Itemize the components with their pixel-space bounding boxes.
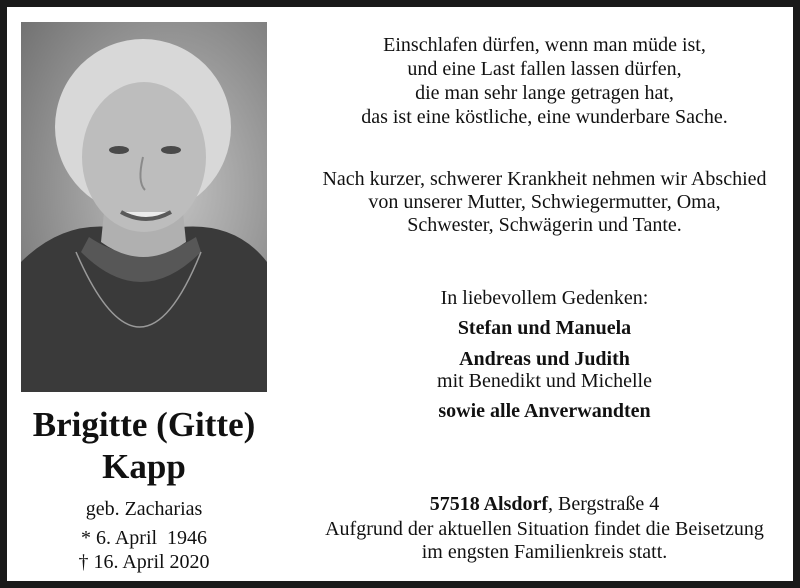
mourners-children: mit Benedikt und Michelle [437,370,652,392]
deceased-name-last: Kapp [102,447,186,486]
mourner-name: Stefan und Manuela [457,317,632,339]
poem-line: das ist eine köstliche, eine wunderbare Sache. [361,106,728,128]
poem-line: die man sehr lange getragen hat, [415,82,674,104]
address-street: , Bergstraße 4 [548,493,660,515]
birth-date: * 6. April 1946 [80,527,208,549]
death-date: † 16. April 2020 [78,551,210,573]
funeral-note-line: im engsten Familienkreis statt. [421,541,668,563]
poem-line: und eine Last fallen lassen dürfen, [407,58,682,80]
mourners-intro: In liebevollem Gedenken: [440,287,649,309]
maiden-name: geb. Zacharias [85,498,203,520]
deceased-name-first: Brigitte (Gitte) [32,405,256,444]
announcement-line: Schwester, Schwägerin und Tante. [407,214,682,236]
poem-line: Einschlafen dürfen, wenn man müde ist, [383,34,706,56]
announcement-line: Nach kurzer, schwerer Krankheit nehmen wir Abschied [322,168,767,190]
address-city: 57518 Alsdorf [429,493,549,515]
funeral-note-line: Aufgrund der aktuellen Situation findet die Beisetzung [325,518,764,540]
mourner-name: Andreas und Judith [459,348,630,370]
mourners-relatives: sowie alle Anverwandten [438,400,651,422]
portrait-photo [21,22,267,392]
announcement-line: von unserer Mutter, Schwiegermutter, Oma, [368,191,721,213]
